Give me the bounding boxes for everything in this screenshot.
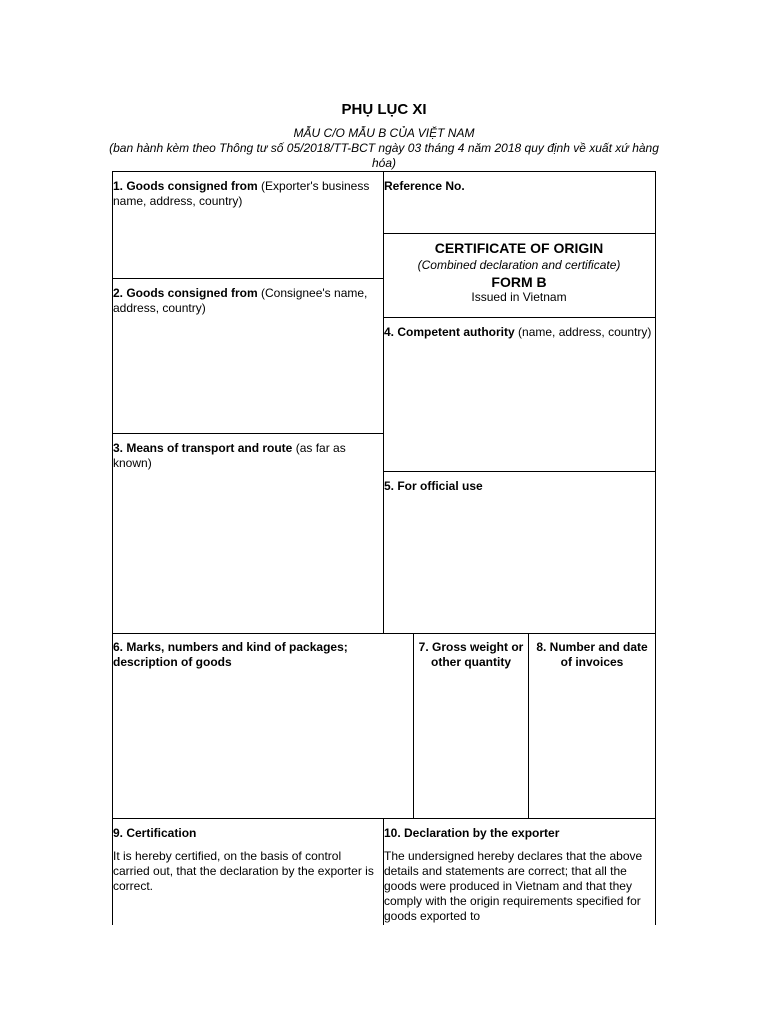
box4-label: 4. Competent authority <box>384 325 515 339</box>
box7-gross-weight <box>414 640 528 670</box>
legal-note: (ban hành kèm theo Thông tư số 05/2018/TT-BCT ngày 03 tháng 4 năm 2018 quy định về xuất xứ hàng hóa) <box>109 141 659 170</box>
box3-detail: (as far as known) <box>113 441 346 470</box>
box4-competent-authority <box>384 325 652 340</box>
divider-ref-cert <box>383 233 655 234</box>
frame-left-border <box>112 171 113 925</box>
issued-in-label: Issued in Vietnam <box>471 290 567 304</box>
box8-invoice-number-date <box>529 640 655 670</box>
frame-right-border <box>655 171 656 925</box>
box2-detail: (Consignee's name, address, country) <box>113 286 368 315</box>
box1-detail: (Exporter's business name, address, country) <box>113 179 370 208</box>
reference-label: Reference No. <box>384 179 465 193</box>
box8-label: 8. Number and date of invoices <box>536 640 648 669</box>
box2-goods-consigned-to-consignee <box>113 286 383 316</box>
box1-goods-consigned-from-exporter <box>113 179 383 209</box>
box2-label: 2. Goods consigned from <box>113 286 258 300</box>
divider-cert-box4 <box>383 317 655 318</box>
box9-certification-text: It is hereby certified, on the basis of control carried out, that the declaration by the exporter is correct. <box>113 849 374 893</box>
box3-label: 3. Means of transport and route <box>113 441 293 455</box>
box1-label: 1. Goods consigned from <box>113 179 258 193</box>
divider-row9 <box>112 818 656 819</box>
reference-number <box>384 179 654 194</box>
box3-means-of-transport <box>113 441 381 471</box>
box7-label: 7. Gross weight or other quantity <box>418 640 524 669</box>
box6-label: 6. Marks, numbers and kind of packages; description of goods <box>113 640 348 669</box>
box9-certification-heading <box>113 826 381 841</box>
divider-box2-box3 <box>112 433 383 434</box>
frame-top-border <box>112 171 656 172</box>
box6-marks-and-description <box>113 640 403 670</box>
certificate-title: CERTIFICATE OF ORIGIN <box>434 240 604 256</box>
box10-label: 10. Declaration by the exporter <box>384 826 560 840</box>
box10-declaration-heading <box>384 826 654 841</box>
form-subtitle: MẪU C/O MẪU B CỦA VIỆT NAM <box>293 126 475 140</box>
divider-row6 <box>112 633 656 634</box>
page-title: PHỤ LỤC XI <box>341 101 427 118</box>
divider-box1-box2 <box>112 278 383 279</box>
divider-box4-box5 <box>383 471 655 472</box>
box10-declaration-text: The undersigned hereby declares that the above details and statements are correct; that all the goods were produced in Vietnam and that they comply with the origin requirements specified for goods exported to <box>384 849 643 923</box>
box9-label: 9. Certification <box>113 826 197 840</box>
box5-label: 5. For official use <box>384 479 483 493</box>
box5-for-official-use <box>384 479 652 494</box>
certificate-subtitle: (Combined declaration and certificate) <box>417 258 621 272</box>
form-b-label: FORM B <box>491 274 547 290</box>
box4-detail: (name, address, country) <box>514 325 652 339</box>
